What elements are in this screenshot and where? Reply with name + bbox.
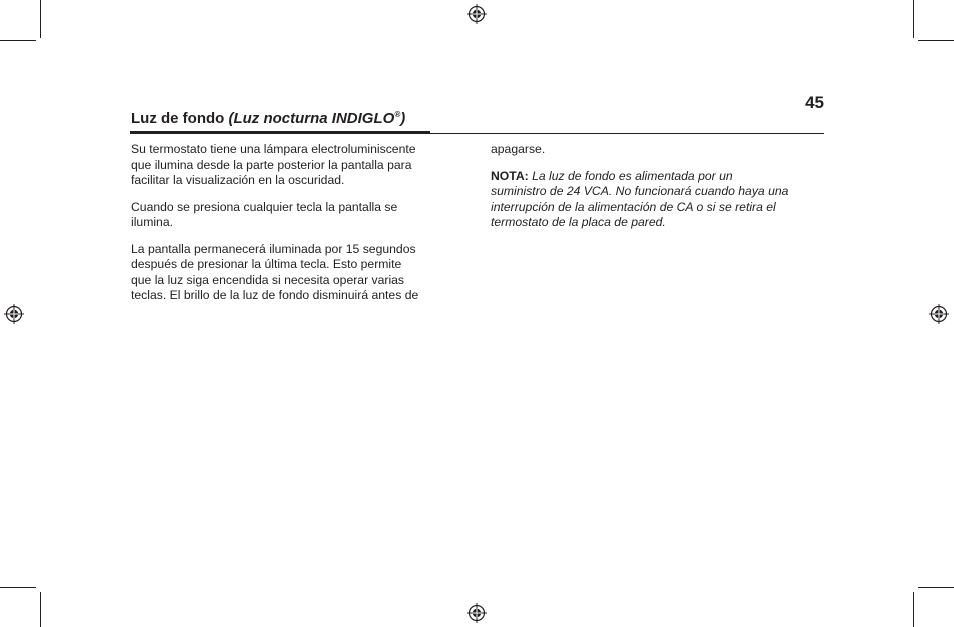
text-line: teclas. El brillo de la luz de fondo disminuirá antes de: [131, 288, 419, 302]
registration-mark-icon: [467, 4, 487, 24]
crop-mark: [40, 592, 41, 627]
registration-mark-icon: [4, 304, 24, 324]
right-column: [491, 142, 826, 242]
registration-mark-icon: [467, 603, 487, 623]
section-heading: [131, 110, 405, 127]
heading-subtitle: [228, 110, 405, 127]
crop-mark: [0, 587, 36, 588]
text-line: La pantalla permanecerá iluminada por 15 segundos: [131, 241, 416, 256]
note-paragraph: [491, 169, 826, 231]
crop-mark: [913, 592, 914, 627]
text-line: La luz de fondo es alimentada por un: [532, 168, 733, 183]
note-label: NOTA:: [491, 168, 529, 183]
text-line: que ilumina desde la parte posterior la pantalla para: [131, 157, 412, 172]
left-column: [131, 142, 466, 315]
text-line: que la luz siga encendida si necesita operar varias: [131, 272, 405, 287]
page-number: 45: [805, 93, 824, 112]
crop-mark: [918, 40, 954, 41]
text-line: Cuando se presiona cualquier tecla la pantalla se: [131, 199, 398, 214]
note-text: [491, 169, 788, 230]
crop-mark: [918, 587, 954, 588]
heading-underline: [130, 131, 430, 134]
registered-mark: ®: [394, 110, 401, 119]
paragraph-duration: [131, 242, 466, 304]
paragraph-keypress: [131, 200, 466, 231]
heading-title: Luz de fondo: [131, 110, 225, 127]
text-line: suministro de 24 VCA. No funcionará cuando haya una: [491, 184, 789, 198]
heading-subtitle-text: (Luz nocturna INDIGLO: [228, 110, 395, 127]
registration-mark-icon: [929, 304, 949, 324]
crop-mark: [0, 40, 36, 41]
text-line: termostato de la placa de pared.: [491, 215, 666, 229]
text-line: Su termostato tiene una lámpara electroluminiscente: [131, 142, 416, 156]
crop-mark: [40, 0, 41, 38]
paragraph-intro: [131, 142, 466, 189]
crop-mark: [913, 0, 914, 38]
paragraph-continuation: apagarse.: [491, 142, 546, 156]
text-line: después de presionar la última tecla. Esto permite: [131, 257, 402, 271]
text-line: facilitar la visualización en la oscuridad.: [131, 173, 345, 187]
text-line: interrupción de la alimentación de CA o si se retira el: [491, 199, 776, 214]
heading-subtitle-close: ): [400, 110, 406, 127]
text-line: ilumina.: [131, 215, 173, 229]
